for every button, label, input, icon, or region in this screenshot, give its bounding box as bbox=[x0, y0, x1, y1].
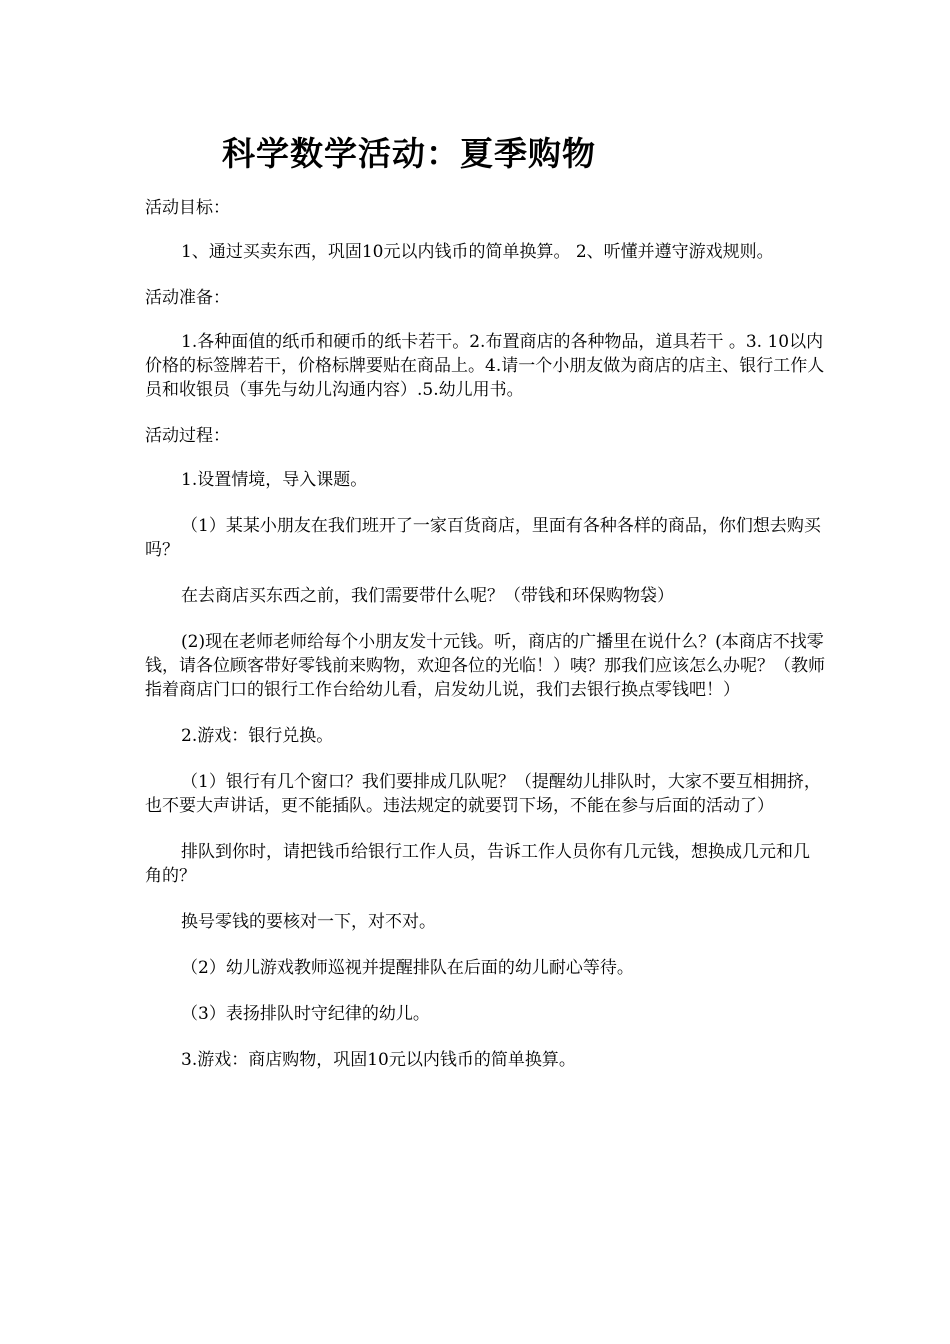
paragraph-step-1-question: 在去商店买东西之前，我们需要带什么呢？（带钱和环保购物袋） bbox=[181, 586, 674, 606]
paragraph-preparation: 1.各种面值的纸币和硬币的纸卡若干。2.布置商店的各种物品，道具若干 。3. 10以内价格的标签牌若干，价格标牌要贴在商品上。4.请一个小朋友做为商店的店主、银行工作人员和收银员（事先与幼儿沟通内容）.5.幼儿用书。 bbox=[145, 332, 825, 400]
document-title: 科学数学活动：夏季购物 bbox=[222, 134, 596, 173]
section-heading-goals: 活动目标： bbox=[145, 198, 230, 218]
paragraph-step-3: 3.游戏：商店购物，巩固10元以内钱币的简单换算。 bbox=[181, 1050, 576, 1070]
section-heading-preparation: 活动准备： bbox=[145, 288, 230, 308]
paragraph-step-1: 1.设置情境，导入课题。 bbox=[181, 470, 368, 490]
paragraph-step-2: 2.游戏：银行兑换。 bbox=[181, 726, 334, 746]
paragraph-step-2-queue: 排队到你时，请把钱币给银行工作人员，告诉工作人员你有几元钱，想换成几元和几角的？ bbox=[145, 842, 810, 886]
paragraph-step-2-check: 换号零钱的要核对一下，对不对。 bbox=[181, 912, 436, 932]
document-body bbox=[145, 196, 825, 1094]
paragraph-step-1-1: （1）某某小朋友在我们班开了一家百货商店，里面有各种各样的商品，你们想去购买吗？ bbox=[145, 516, 821, 560]
paragraph-step-1-2: (2)现在老师老师给每个小朋友发十元钱。听，商店的广播里在说什么？(本商店不找零钱，请各位顾客带好零钱前来购物，欢迎各位的光临！）咦？那我们应该怎么办呢？（教师指着商店门口的银行工作台给幼儿看，启发幼儿说，我们去银行换点零钱吧！） bbox=[145, 632, 825, 700]
paragraph-step-2-3: （3）表扬排队时守纪律的幼儿。 bbox=[181, 1004, 430, 1024]
paragraph-step-2-2: （2）幼儿游戏教师巡视并提醒排队在后面的幼儿耐心等待。 bbox=[181, 958, 634, 978]
paragraph-goals: 1、通过买卖东西，巩固10元以内钱币的简单换算。 2、听懂并遵守游戏规则。 bbox=[181, 242, 774, 262]
section-heading-process: 活动过程： bbox=[145, 426, 230, 446]
paragraph-step-2-1: （1）银行有几个窗口？我们要排成几队呢？（提醒幼儿排队时，大家不要互相拥挤，也不要大声讲话，更不能插队。违法规定的就要罚下场，不能在参与后面的活动了） bbox=[145, 772, 821, 816]
